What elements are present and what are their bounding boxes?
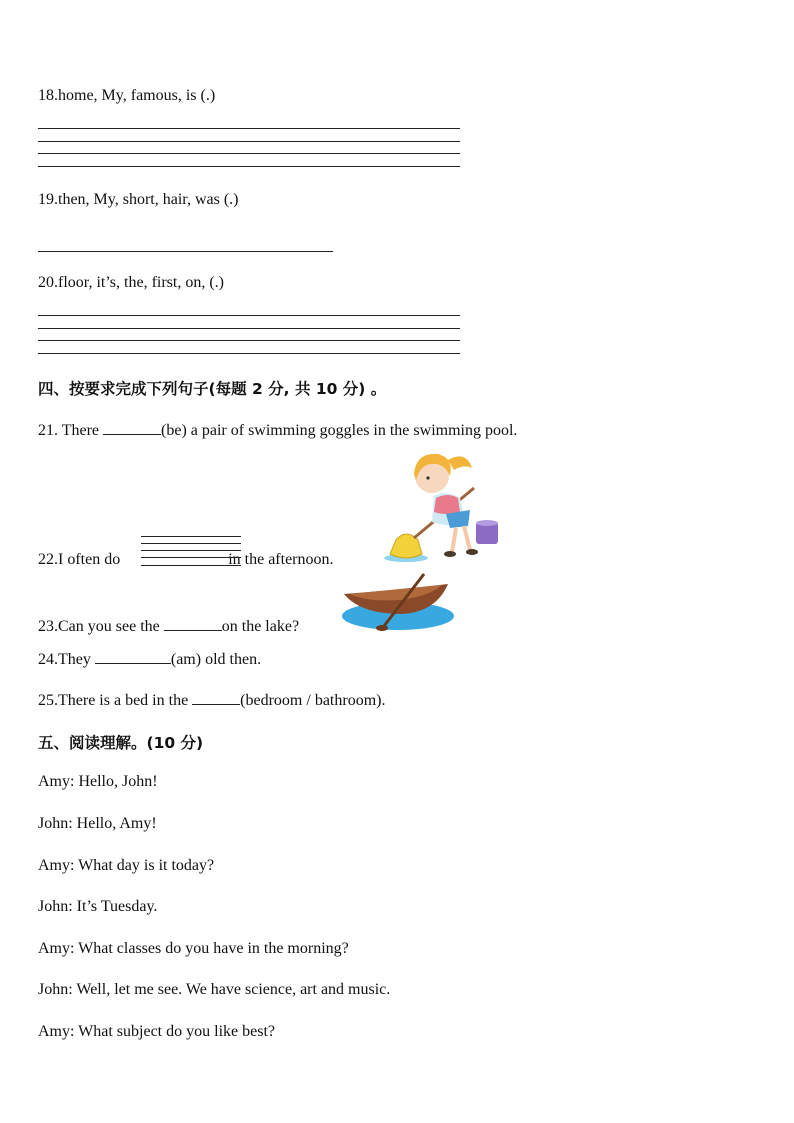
dialogue-line: John: Hello, Amy! xyxy=(38,815,157,832)
answer-line xyxy=(38,251,333,252)
answer-line xyxy=(38,141,460,142)
blank-24[interactable] xyxy=(95,649,171,664)
dialogue-line: Amy: Hello, John! xyxy=(38,773,158,790)
question-25-text-before: 25.There is a bed in the xyxy=(38,692,193,709)
dialogue-line: Amy: What day is it today? xyxy=(38,857,215,874)
question-21 xyxy=(38,420,517,440)
answer-line xyxy=(141,557,241,558)
answer-line xyxy=(38,166,460,167)
question-21-text-before: 21. There xyxy=(38,422,104,439)
question-23-text-after: on the lake? xyxy=(221,618,300,635)
girl-mopping-icon xyxy=(376,450,504,568)
question-18: 18.home, My, famous, is (.) xyxy=(38,87,216,104)
question-22-text-before: 22.I often do xyxy=(38,551,125,568)
question-19: 19.then, My, short, hair, was (.) xyxy=(38,191,239,208)
question-25 xyxy=(38,690,385,710)
answer-line xyxy=(38,153,460,154)
dialogue-line: Amy: What classes do you have in the morning? xyxy=(38,940,349,957)
question-24 xyxy=(38,649,261,669)
question-21-text-after: (be) a pair of swimming goggles in the swimming pool. xyxy=(161,422,518,439)
answer-line xyxy=(141,550,241,551)
rowboat-icon xyxy=(340,572,458,634)
answer-line xyxy=(38,353,460,354)
dialogue-line: John: Well, let me see. We have science, art and music. xyxy=(38,981,391,998)
section-5-heading: 五、阅读理解。(10 分) xyxy=(38,734,204,752)
question-22 xyxy=(38,551,334,569)
blank-21[interactable] xyxy=(103,420,161,435)
blank-23[interactable] xyxy=(164,616,222,631)
blank-25[interactable] xyxy=(192,690,240,705)
dialogue-line: John: It’s Tuesday. xyxy=(38,898,158,915)
question-23 xyxy=(38,616,299,636)
question-20: 20.floor, it’s, the, first, on, (.) xyxy=(38,274,224,291)
question-24-text-before: 24.They xyxy=(38,651,95,668)
answer-line xyxy=(38,128,460,129)
answer-line xyxy=(141,536,241,537)
question-23-text-before: 23.Can you see the xyxy=(38,618,164,635)
question-22-text-after: in the afternoon. xyxy=(224,551,334,568)
answer-line xyxy=(38,315,460,316)
section-4-heading: 四、按要求完成下列句子(每题 2 分, 共 10 分) 。 xyxy=(38,380,387,398)
question-24-text-after: (am) old then. xyxy=(170,651,262,668)
answer-line xyxy=(38,340,460,341)
answer-line xyxy=(141,543,241,544)
answer-line xyxy=(141,565,241,566)
question-25-text-after: (bedroom / bathroom). xyxy=(240,692,386,709)
dialogue-line: Amy: What subject do you like best? xyxy=(38,1023,275,1040)
answer-line xyxy=(38,328,460,329)
